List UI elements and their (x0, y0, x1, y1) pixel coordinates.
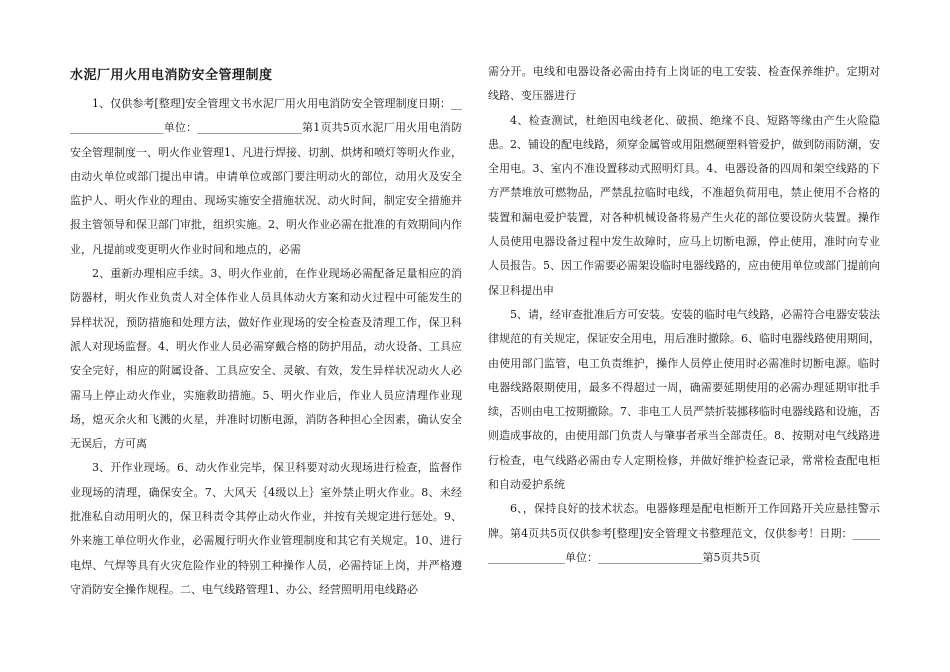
left-column (70, 60, 462, 602)
paragraph-3-continued: 需分开。电线和电器设备必需由持有上岗证的电工安装、检查保养维护。定期对线路、变压器进行 (488, 65, 880, 103)
paragraph-5: 5、请，经审查批准后方可安装。安装的临时电气线路，必需符合电器安装法律规范的有关规定，保证安全用电，用后准时撤除。6、临时电器线路使用期间，由使用部门监管，电工负责维护，操作人员停止使用时必需准时切断电源。临时电器线路限期使用，最多不得超过一周，确需要延期使用的必需办理延期审批手续，否则由电工按期撤除。7、非电工人员严禁折装挪移临时电器线路和设施，否则造成事故的，由使用部门负责人与肇事者承当全部责任。8、按期对电气线路进行检查，电气线路必需由专人定期检修，并做好维护检查记录，常常检查配电柜和自动爱护系统 (488, 307, 880, 492)
paragraph-4: 4、检查测试，杜绝因电线老化、破损、绝缘不良、短路等缘由产生火险隐患。2、铺设的配电线路，须穿金属管或用阻燃硬塑料管爱护，做到防雨防潮，安全用电。3、室内不准设置移动式照明灯具。4、电器设备的四周和架空线路的下方严禁堆放可燃物品，严禁乱拉临时电线，不准超负荷用电，禁止使用不合格的装置和漏电爱护装置，对各种机械设备将易产生火花的部位要设防火装置。操作人员使用电器设备过程中发生故障时，应马上切断电源，停止使用，准时向专业人员报告。5、因工作需要必需架设临时电器线路的，应由使用单位或部门提前向保卫科提出申 (488, 113, 880, 297)
paragraph-2: 2、重新办理相应手续。3、明火作业前，在作业现场必需配备足量相应的消防器材，明火作业负责人对全体作业人员具体动火方案和动火过程中可能发生的异样状况，预防措施和处理方法，做好作业现场的安全检查及清理工作，保卫科派人对现场监督。4、明火作业人员必需穿戴合格的防护用品，动火设备、工具应安全完好，相应的附属设备、工具应安全、灵敏、有效，发生异样状况动火人必需马上停止动火作业，实施救助措施。5、明火作业后，作业人员应清理作业现场，熄灭余火和飞溅的火星，并准时切断电源，消防各种担心全因素，确认安全无误后，方可离 (70, 267, 462, 451)
paragraph-3: 3、开作业现场。6、动火作业完毕，保卫科要对动火现场进行检查，监督作业现场的清理，确保安全。7、大风天｛4级以上｝室外禁止明火作业。8、未经批准私自动用明火的，保卫科责令其停止动火作业，并按有关规定进行惩处。9、外来施工单位明火作业，必需履行明火作业管理制度和其它有关规定。10、进行电焊、气焊等具有火灾危险作业的特别工种操作人员，必需持证上岗，并严格遵守消防安全操作规程。二、电气线路管理1、办公、经营照明用电线路必 (70, 461, 462, 596)
document-title: 水泥厂用火用电消防安全管理制度 (70, 68, 273, 83)
paragraph-6: 6、，保持良好的技术状态。电器修理是配电柜断开工作回路开关应悬挂警示牌。第4页共5页仅供参考[整理]安全管理文书整理范文，仅供参考！日期：___________________单位：___________________第5页共5页 (488, 502, 880, 564)
right-column (488, 60, 880, 570)
paragraph-1: 1、仅供参考[整理]安全管理文书水泥厂用火用电消防安全管理制度日期：___________________单位：___________________第1页共5页水泥厂用火用电消防安全管理制度一、明火作业管理1、凡进行焊接、切割、烘烤和喷灯等明火作业，由动火单位或部门提出申请。申请单位或部门要注明动火的部位，动用火及安全监护人、明火作业的理由、现场实施安全措施状况、动火时间，制定安全措施并报主管领导和保卫部门审批，组织实施。2、明火作业必需在批准的有效期间内作业，凡提前或变更明火作业时间和地点的，必需 (70, 97, 462, 256)
